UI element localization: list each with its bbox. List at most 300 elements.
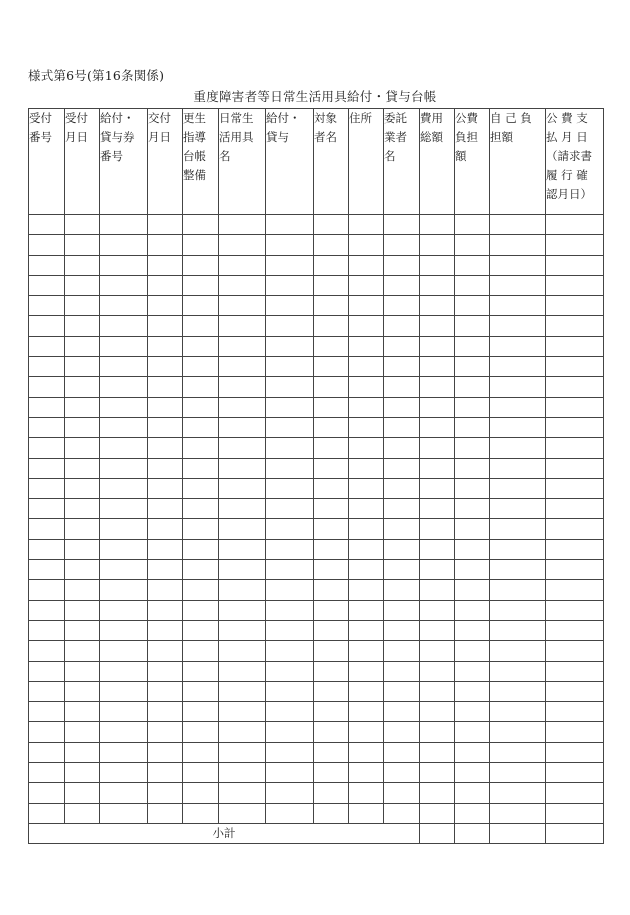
table-cell[interactable] bbox=[100, 519, 148, 539]
table-cell[interactable] bbox=[455, 357, 490, 377]
table-cell[interactable] bbox=[455, 519, 490, 539]
table-cell[interactable] bbox=[546, 316, 604, 336]
table-cell[interactable] bbox=[546, 438, 604, 458]
table-cell[interactable] bbox=[100, 742, 148, 762]
table-cell[interactable] bbox=[219, 458, 266, 478]
table-cell[interactable] bbox=[183, 438, 219, 458]
table-cell[interactable] bbox=[266, 316, 314, 336]
table-cell[interactable] bbox=[183, 681, 219, 701]
table-cell[interactable] bbox=[219, 580, 266, 600]
table-cell[interactable] bbox=[490, 560, 546, 580]
table-cell[interactable] bbox=[314, 458, 349, 478]
table-cell[interactable] bbox=[420, 763, 455, 783]
table-cell[interactable] bbox=[314, 783, 349, 803]
table-cell[interactable] bbox=[65, 560, 100, 580]
table-cell[interactable] bbox=[546, 742, 604, 762]
table-cell[interactable] bbox=[384, 620, 420, 640]
table-cell[interactable] bbox=[148, 377, 183, 397]
table-cell[interactable] bbox=[65, 296, 100, 316]
table-cell[interactable] bbox=[266, 458, 314, 478]
table-cell[interactable] bbox=[455, 783, 490, 803]
table-cell[interactable] bbox=[314, 620, 349, 640]
table-cell[interactable] bbox=[100, 560, 148, 580]
table-cell[interactable] bbox=[65, 336, 100, 356]
table-cell[interactable] bbox=[183, 417, 219, 437]
table-cell[interactable] bbox=[349, 783, 384, 803]
table-cell[interactable] bbox=[266, 560, 314, 580]
table-cell[interactable] bbox=[384, 357, 420, 377]
table-cell[interactable] bbox=[384, 458, 420, 478]
table-cell[interactable] bbox=[65, 519, 100, 539]
table-cell[interactable] bbox=[219, 417, 266, 437]
table-cell[interactable] bbox=[314, 722, 349, 742]
table-cell[interactable] bbox=[314, 438, 349, 458]
table-cell[interactable] bbox=[100, 336, 148, 356]
table-cell[interactable] bbox=[349, 539, 384, 559]
table-cell[interactable] bbox=[29, 681, 65, 701]
subtotal-public-share-cell[interactable] bbox=[455, 823, 490, 843]
table-cell[interactable] bbox=[266, 215, 314, 235]
table-cell[interactable] bbox=[384, 438, 420, 458]
table-cell[interactable] bbox=[219, 255, 266, 275]
table-cell[interactable] bbox=[29, 316, 65, 336]
table-cell[interactable] bbox=[490, 275, 546, 295]
table-cell[interactable] bbox=[29, 560, 65, 580]
table-cell[interactable] bbox=[266, 235, 314, 255]
table-cell[interactable] bbox=[314, 600, 349, 620]
table-cell[interactable] bbox=[314, 397, 349, 417]
table-cell[interactable] bbox=[384, 641, 420, 661]
table-cell[interactable] bbox=[384, 763, 420, 783]
table-cell[interactable] bbox=[266, 539, 314, 559]
table-cell[interactable] bbox=[29, 661, 65, 681]
table-cell[interactable] bbox=[314, 275, 349, 295]
table-cell[interactable] bbox=[420, 681, 455, 701]
table-cell[interactable] bbox=[100, 316, 148, 336]
table-cell[interactable] bbox=[183, 722, 219, 742]
table-cell[interactable] bbox=[455, 316, 490, 336]
table-cell[interactable] bbox=[314, 539, 349, 559]
table-cell[interactable] bbox=[490, 702, 546, 722]
table-cell[interactable] bbox=[314, 519, 349, 539]
table-cell[interactable] bbox=[455, 763, 490, 783]
table-cell[interactable] bbox=[314, 235, 349, 255]
table-cell[interactable] bbox=[29, 620, 65, 640]
table-cell[interactable] bbox=[219, 499, 266, 519]
table-cell[interactable] bbox=[29, 458, 65, 478]
table-cell[interactable] bbox=[219, 560, 266, 580]
table-cell[interactable] bbox=[65, 357, 100, 377]
table-cell[interactable] bbox=[349, 478, 384, 498]
table-cell[interactable] bbox=[420, 661, 455, 681]
table-cell[interactable] bbox=[266, 580, 314, 600]
table-cell[interactable] bbox=[266, 478, 314, 498]
table-cell[interactable] bbox=[148, 519, 183, 539]
table-cell[interactable] bbox=[219, 681, 266, 701]
table-cell[interactable] bbox=[420, 235, 455, 255]
table-cell[interactable] bbox=[219, 702, 266, 722]
table-cell[interactable] bbox=[219, 377, 266, 397]
table-cell[interactable] bbox=[384, 275, 420, 295]
table-cell[interactable] bbox=[148, 702, 183, 722]
table-cell[interactable] bbox=[490, 783, 546, 803]
table-cell[interactable] bbox=[266, 620, 314, 640]
table-cell[interactable] bbox=[420, 539, 455, 559]
table-cell[interactable] bbox=[490, 215, 546, 235]
table-cell[interactable] bbox=[490, 255, 546, 275]
table-cell[interactable] bbox=[183, 539, 219, 559]
table-cell[interactable] bbox=[455, 580, 490, 600]
table-cell[interactable] bbox=[314, 580, 349, 600]
table-cell[interactable] bbox=[546, 681, 604, 701]
table-cell[interactable] bbox=[29, 377, 65, 397]
table-cell[interactable] bbox=[455, 641, 490, 661]
table-cell[interactable] bbox=[384, 560, 420, 580]
table-cell[interactable] bbox=[546, 255, 604, 275]
table-cell[interactable] bbox=[65, 702, 100, 722]
table-cell[interactable] bbox=[219, 539, 266, 559]
subtotal-total-cost-cell[interactable] bbox=[420, 823, 455, 843]
table-cell[interactable] bbox=[100, 722, 148, 742]
table-cell[interactable] bbox=[455, 620, 490, 640]
table-cell[interactable] bbox=[148, 620, 183, 640]
table-cell[interactable] bbox=[455, 681, 490, 701]
table-cell[interactable] bbox=[266, 377, 314, 397]
table-cell[interactable] bbox=[266, 519, 314, 539]
table-cell[interactable] bbox=[183, 803, 219, 823]
table-cell[interactable] bbox=[183, 215, 219, 235]
table-cell[interactable] bbox=[29, 519, 65, 539]
table-cell[interactable] bbox=[219, 661, 266, 681]
table-cell[interactable] bbox=[100, 357, 148, 377]
table-cell[interactable] bbox=[219, 397, 266, 417]
table-cell[interactable] bbox=[455, 255, 490, 275]
table-cell[interactable] bbox=[455, 215, 490, 235]
table-cell[interactable] bbox=[100, 478, 148, 498]
table-cell[interactable] bbox=[148, 417, 183, 437]
table-cell[interactable] bbox=[420, 438, 455, 458]
table-cell[interactable] bbox=[349, 560, 384, 580]
table-cell[interactable] bbox=[219, 316, 266, 336]
table-cell[interactable] bbox=[29, 722, 65, 742]
table-cell[interactable] bbox=[314, 316, 349, 336]
table-cell[interactable] bbox=[183, 478, 219, 498]
table-cell[interactable] bbox=[219, 600, 266, 620]
table-cell[interactable] bbox=[546, 336, 604, 356]
table-cell[interactable] bbox=[148, 478, 183, 498]
table-cell[interactable] bbox=[100, 458, 148, 478]
table-cell[interactable] bbox=[490, 417, 546, 437]
table-cell[interactable] bbox=[490, 722, 546, 742]
table-cell[interactable] bbox=[349, 296, 384, 316]
table-cell[interactable] bbox=[100, 702, 148, 722]
table-cell[interactable] bbox=[546, 722, 604, 742]
table-cell[interactable] bbox=[420, 560, 455, 580]
table-cell[interactable] bbox=[219, 803, 266, 823]
table-cell[interactable] bbox=[183, 275, 219, 295]
table-cell[interactable] bbox=[420, 600, 455, 620]
table-cell[interactable] bbox=[29, 215, 65, 235]
table-cell[interactable] bbox=[384, 296, 420, 316]
table-cell[interactable] bbox=[148, 560, 183, 580]
table-cell[interactable] bbox=[266, 417, 314, 437]
table-cell[interactable] bbox=[455, 275, 490, 295]
table-cell[interactable] bbox=[490, 235, 546, 255]
table-cell[interactable] bbox=[266, 702, 314, 722]
table-cell[interactable] bbox=[29, 600, 65, 620]
table-cell[interactable] bbox=[546, 417, 604, 437]
table-cell[interactable] bbox=[65, 458, 100, 478]
table-cell[interactable] bbox=[148, 336, 183, 356]
table-cell[interactable] bbox=[384, 519, 420, 539]
table-cell[interactable] bbox=[266, 763, 314, 783]
table-cell[interactable] bbox=[100, 783, 148, 803]
table-cell[interactable] bbox=[384, 702, 420, 722]
table-cell[interactable] bbox=[100, 620, 148, 640]
table-cell[interactable] bbox=[384, 742, 420, 762]
table-cell[interactable] bbox=[65, 478, 100, 498]
table-cell[interactable] bbox=[100, 255, 148, 275]
table-cell[interactable] bbox=[100, 681, 148, 701]
table-cell[interactable] bbox=[100, 641, 148, 661]
table-cell[interactable] bbox=[65, 742, 100, 762]
table-cell[interactable] bbox=[384, 499, 420, 519]
table-cell[interactable] bbox=[490, 580, 546, 600]
table-cell[interactable] bbox=[183, 499, 219, 519]
table-cell[interactable] bbox=[349, 215, 384, 235]
table-cell[interactable] bbox=[349, 255, 384, 275]
table-cell[interactable] bbox=[219, 783, 266, 803]
table-cell[interactable] bbox=[455, 458, 490, 478]
table-cell[interactable] bbox=[420, 742, 455, 762]
table-cell[interactable] bbox=[349, 336, 384, 356]
table-cell[interactable] bbox=[65, 620, 100, 640]
table-cell[interactable] bbox=[546, 519, 604, 539]
table-cell[interactable] bbox=[384, 600, 420, 620]
table-cell[interactable] bbox=[314, 499, 349, 519]
table-cell[interactable] bbox=[314, 681, 349, 701]
table-cell[interactable] bbox=[183, 377, 219, 397]
table-cell[interactable] bbox=[384, 539, 420, 559]
table-cell[interactable] bbox=[546, 296, 604, 316]
table-cell[interactable] bbox=[219, 336, 266, 356]
table-cell[interactable] bbox=[314, 377, 349, 397]
table-cell[interactable] bbox=[349, 763, 384, 783]
table-cell[interactable] bbox=[349, 357, 384, 377]
table-cell[interactable] bbox=[148, 357, 183, 377]
table-cell[interactable] bbox=[314, 417, 349, 437]
table-cell[interactable] bbox=[29, 763, 65, 783]
table-cell[interactable] bbox=[148, 499, 183, 519]
table-cell[interactable] bbox=[65, 255, 100, 275]
table-cell[interactable] bbox=[420, 499, 455, 519]
table-cell[interactable] bbox=[349, 275, 384, 295]
table-cell[interactable] bbox=[349, 417, 384, 437]
table-cell[interactable] bbox=[266, 783, 314, 803]
table-cell[interactable] bbox=[266, 742, 314, 762]
table-cell[interactable] bbox=[148, 722, 183, 742]
table-cell[interactable] bbox=[100, 763, 148, 783]
table-cell[interactable] bbox=[384, 336, 420, 356]
table-cell[interactable] bbox=[148, 641, 183, 661]
table-cell[interactable] bbox=[266, 336, 314, 356]
table-cell[interactable] bbox=[349, 620, 384, 640]
table-cell[interactable] bbox=[183, 702, 219, 722]
table-cell[interactable] bbox=[314, 357, 349, 377]
table-cell[interactable] bbox=[100, 215, 148, 235]
table-cell[interactable] bbox=[384, 783, 420, 803]
table-cell[interactable] bbox=[420, 803, 455, 823]
table-cell[interactable] bbox=[29, 742, 65, 762]
table-cell[interactable] bbox=[183, 397, 219, 417]
table-cell[interactable] bbox=[29, 417, 65, 437]
table-cell[interactable] bbox=[349, 742, 384, 762]
table-cell[interactable] bbox=[183, 783, 219, 803]
table-cell[interactable] bbox=[349, 458, 384, 478]
table-cell[interactable] bbox=[349, 661, 384, 681]
table-cell[interactable] bbox=[100, 803, 148, 823]
table-cell[interactable] bbox=[455, 438, 490, 458]
table-cell[interactable] bbox=[546, 215, 604, 235]
table-cell[interactable] bbox=[546, 702, 604, 722]
table-cell[interactable] bbox=[314, 296, 349, 316]
table-cell[interactable] bbox=[546, 397, 604, 417]
table-cell[interactable] bbox=[314, 661, 349, 681]
table-cell[interactable] bbox=[100, 600, 148, 620]
table-cell[interactable] bbox=[314, 560, 349, 580]
table-cell[interactable] bbox=[349, 681, 384, 701]
table-cell[interactable] bbox=[148, 763, 183, 783]
table-cell[interactable] bbox=[420, 377, 455, 397]
table-cell[interactable] bbox=[349, 600, 384, 620]
table-cell[interactable] bbox=[148, 580, 183, 600]
table-cell[interactable] bbox=[183, 641, 219, 661]
table-cell[interactable] bbox=[148, 803, 183, 823]
table-cell[interactable] bbox=[266, 803, 314, 823]
table-cell[interactable] bbox=[490, 620, 546, 640]
table-cell[interactable] bbox=[384, 255, 420, 275]
table-cell[interactable] bbox=[219, 620, 266, 640]
table-cell[interactable] bbox=[65, 316, 100, 336]
table-cell[interactable] bbox=[546, 783, 604, 803]
table-cell[interactable] bbox=[455, 539, 490, 559]
table-cell[interactable] bbox=[65, 499, 100, 519]
table-cell[interactable] bbox=[266, 681, 314, 701]
table-cell[interactable] bbox=[29, 641, 65, 661]
table-cell[interactable] bbox=[266, 499, 314, 519]
table-cell[interactable] bbox=[148, 661, 183, 681]
table-cell[interactable] bbox=[349, 519, 384, 539]
table-cell[interactable] bbox=[266, 600, 314, 620]
table-cell[interactable] bbox=[183, 336, 219, 356]
table-cell[interactable] bbox=[490, 661, 546, 681]
table-cell[interactable] bbox=[100, 296, 148, 316]
table-cell[interactable] bbox=[455, 336, 490, 356]
table-cell[interactable] bbox=[384, 397, 420, 417]
table-cell[interactable] bbox=[29, 357, 65, 377]
table-cell[interactable] bbox=[148, 783, 183, 803]
table-cell[interactable] bbox=[65, 783, 100, 803]
table-cell[interactable] bbox=[349, 235, 384, 255]
table-cell[interactable] bbox=[455, 742, 490, 762]
table-cell[interactable] bbox=[546, 499, 604, 519]
table-cell[interactable] bbox=[314, 336, 349, 356]
table-cell[interactable] bbox=[100, 499, 148, 519]
table-cell[interactable] bbox=[266, 296, 314, 316]
table-cell[interactable] bbox=[546, 235, 604, 255]
table-cell[interactable] bbox=[29, 296, 65, 316]
table-cell[interactable] bbox=[219, 296, 266, 316]
table-cell[interactable] bbox=[455, 417, 490, 437]
table-cell[interactable] bbox=[455, 235, 490, 255]
table-cell[interactable] bbox=[490, 763, 546, 783]
table-cell[interactable] bbox=[219, 763, 266, 783]
table-cell[interactable] bbox=[546, 377, 604, 397]
table-cell[interactable] bbox=[384, 377, 420, 397]
table-cell[interactable] bbox=[100, 438, 148, 458]
table-cell[interactable] bbox=[29, 255, 65, 275]
table-cell[interactable] bbox=[219, 722, 266, 742]
table-cell[interactable] bbox=[183, 661, 219, 681]
table-cell[interactable] bbox=[490, 681, 546, 701]
table-cell[interactable] bbox=[420, 580, 455, 600]
table-cell[interactable] bbox=[546, 763, 604, 783]
table-cell[interactable] bbox=[29, 783, 65, 803]
table-cell[interactable] bbox=[490, 357, 546, 377]
table-cell[interactable] bbox=[384, 478, 420, 498]
table-cell[interactable] bbox=[266, 438, 314, 458]
table-cell[interactable] bbox=[65, 641, 100, 661]
table-cell[interactable] bbox=[546, 661, 604, 681]
table-cell[interactable] bbox=[29, 235, 65, 255]
table-cell[interactable] bbox=[455, 296, 490, 316]
table-cell[interactable] bbox=[65, 763, 100, 783]
table-cell[interactable] bbox=[490, 519, 546, 539]
table-cell[interactable] bbox=[148, 438, 183, 458]
subtotal-self-share-cell[interactable] bbox=[490, 823, 546, 843]
table-cell[interactable] bbox=[183, 296, 219, 316]
table-cell[interactable] bbox=[546, 478, 604, 498]
table-cell[interactable] bbox=[148, 600, 183, 620]
table-cell[interactable] bbox=[100, 417, 148, 437]
table-cell[interactable] bbox=[65, 600, 100, 620]
table-cell[interactable] bbox=[420, 702, 455, 722]
table-cell[interactable] bbox=[455, 702, 490, 722]
table-cell[interactable] bbox=[219, 235, 266, 255]
table-cell[interactable] bbox=[219, 438, 266, 458]
table-cell[interactable] bbox=[65, 803, 100, 823]
table-cell[interactable] bbox=[65, 417, 100, 437]
table-cell[interactable] bbox=[490, 377, 546, 397]
table-cell[interactable] bbox=[65, 275, 100, 295]
table-cell[interactable] bbox=[65, 539, 100, 559]
table-cell[interactable] bbox=[100, 397, 148, 417]
table-cell[interactable] bbox=[100, 275, 148, 295]
table-cell[interactable] bbox=[455, 397, 490, 417]
table-cell[interactable] bbox=[183, 316, 219, 336]
table-cell[interactable] bbox=[546, 560, 604, 580]
table-cell[interactable] bbox=[29, 580, 65, 600]
table-cell[interactable] bbox=[29, 438, 65, 458]
table-cell[interactable] bbox=[183, 235, 219, 255]
table-cell[interactable] bbox=[183, 763, 219, 783]
table-cell[interactable] bbox=[490, 438, 546, 458]
table-cell[interactable] bbox=[314, 215, 349, 235]
table-cell[interactable] bbox=[314, 478, 349, 498]
table-cell[interactable] bbox=[148, 742, 183, 762]
table-cell[interactable] bbox=[420, 336, 455, 356]
table-cell[interactable] bbox=[420, 783, 455, 803]
